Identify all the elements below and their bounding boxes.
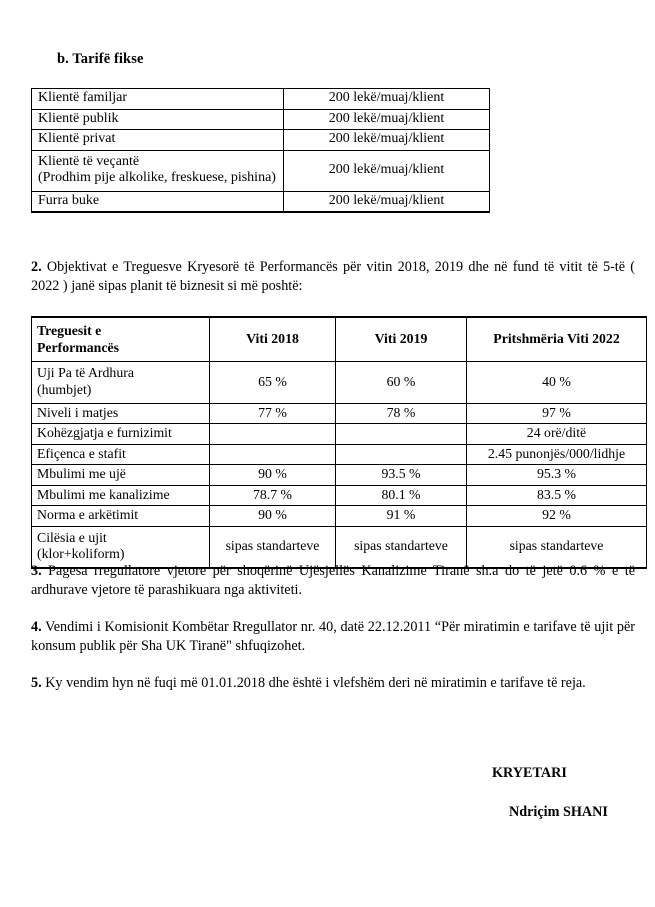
table-row	[32, 191, 490, 212]
paragraph-4-text: Vendimi i Komisionit Kombëtar Rregullator nr. 40, datë 22.12.2011 “Për miratimin e tarifave të ujit për konsum publik për Sha UK Tiranë" shfuqizohet.	[31, 619, 635, 655]
kpi-label-cell: Mbulimi me kanalizime	[32, 485, 210, 506]
kpi-label-cell	[32, 362, 210, 403]
kpi-value-2022: 95.3 %	[467, 465, 647, 486]
table-row	[32, 465, 647, 486]
paragraph-4	[31, 618, 635, 657]
paragraph-5-text: Ky vendim hyn në fuqi më 01.01.2018 dhe është i vlefshëm deri në miratimin e tarifave të reja.	[41, 675, 586, 691]
kpi-label-line-2: (humbjet)	[37, 382, 92, 398]
paragraph-4-number: 4.	[31, 619, 42, 635]
kpi-value-2018: 78.7 %	[210, 485, 336, 506]
kpi-value-2022: 92 %	[467, 506, 647, 527]
tariff-value-cell: 200 lekë/muaj/klient	[284, 130, 490, 151]
kpi-label-cell: Efiçenca e stafit	[32, 444, 210, 465]
paragraph-3-text: Pagesa rregullatore vjetore për shoqërinë Ujësjellës Kanalizime Tiranë sh.a do të jetë 0.6 % e të ardhurave vjetore të parashikuara nga aktiviteti.	[31, 563, 635, 599]
kpi-value-2019	[336, 444, 467, 465]
kpi-value-2018: 65 %	[210, 362, 336, 403]
paragraph-5	[31, 674, 635, 693]
kpi-value-2022: 40 %	[467, 362, 647, 403]
tariff-label-cell: Klientë publik	[32, 109, 284, 130]
table-row	[32, 444, 647, 465]
tariff-label-cell	[32, 150, 284, 191]
kpi-label-line-1: Cilësia e ujit	[37, 529, 107, 545]
kpi-value-2018: 90 %	[210, 506, 336, 527]
kpi-label-cell: Niveli i matjes	[32, 403, 210, 424]
table-row	[32, 362, 647, 403]
kpi-value-2019: sipas standarteve	[336, 526, 467, 568]
paragraph-2	[31, 258, 635, 297]
kpi-table-head	[32, 317, 647, 362]
kpi-value-2022: 2.45 punonjës/000/lidhje	[467, 444, 647, 465]
kpi-label-cell: Kohëzgjatja e furnizimit	[32, 424, 210, 445]
table-row	[32, 89, 490, 110]
kpi-value-2022: 24 orë/ditë	[467, 424, 647, 445]
tariff-value-cell: 200 lekë/muaj/klient	[284, 150, 490, 191]
kpi-label-line-2: (klor+koliform)	[37, 546, 125, 562]
tariff-value-cell: 200 lekë/muaj/klient	[284, 109, 490, 130]
paragraph-2-text: Objektivat e Treguesve Kryesorë të Performancës për vitin 2018, 2019 dhe në fund të vitit të 5-të ( 2022 ) janë sipas planit të biznesit si më poshtë:	[31, 259, 635, 295]
kpi-value-2019: 91 %	[336, 506, 467, 527]
kpi-label-line-1: Uji Pa të Ardhura	[37, 365, 134, 381]
tariff-label-line-2: (Prodhim pije alkolike, freskuese, pishina)	[38, 170, 276, 186]
kpi-value-2019: 93.5 %	[336, 465, 467, 486]
signature-name: Ndriçim SHANI	[509, 804, 608, 820]
table-row	[32, 506, 647, 527]
table-header-row	[32, 317, 647, 362]
kpi-value-2019: 80.1 %	[336, 485, 467, 506]
kpi-label-cell: Norma e arkëtimit	[32, 506, 210, 527]
kpi-header-2019: Viti 2019	[336, 317, 467, 362]
kpi-value-2022: sipas standarteve	[467, 526, 647, 568]
kpi-header-2018: Viti 2018	[210, 317, 336, 362]
kpi-objectives-table	[31, 316, 647, 569]
fixed-tariff-table	[31, 88, 490, 213]
kpi-value-2018	[210, 444, 336, 465]
tariff-value-cell: 200 lekë/muaj/klient	[284, 89, 490, 110]
kpi-value-2022: 83.5 %	[467, 485, 647, 506]
kpi-header-indicator	[32, 317, 210, 362]
kpi-value-2019	[336, 424, 467, 445]
tariff-label-line-1: Klientë të veçantë	[38, 153, 140, 169]
table-row	[32, 130, 490, 151]
kpi-value-2018	[210, 424, 336, 445]
table-row	[32, 109, 490, 130]
kpi-table-body	[32, 362, 647, 568]
table-row	[32, 403, 647, 424]
kpi-value-2019: 78 %	[336, 403, 467, 424]
paragraph-5-number: 5.	[31, 675, 42, 691]
kpi-header-indicator-line-2: Performancës	[37, 340, 119, 356]
tariff-label-cell: Klientë familjar	[32, 89, 284, 110]
paragraph-3-number: 3.	[31, 563, 42, 579]
kpi-value-2019: 60 %	[336, 362, 467, 403]
table-row	[32, 485, 647, 506]
kpi-header-indicator-line-1: Treguesit e	[37, 323, 102, 338]
kpi-value-2022: 97 %	[467, 403, 647, 424]
signature-title: KRYETARI	[492, 765, 567, 781]
kpi-value-2018: 90 %	[210, 465, 336, 486]
table-row	[32, 424, 647, 445]
kpi-header-2022: Pritshmëria Viti 2022	[467, 317, 647, 362]
paragraph-2-number: 2.	[31, 259, 42, 275]
kpi-value-2018: sipas standarteve	[210, 526, 336, 568]
tariff-value-cell: 200 lekë/muaj/klient	[284, 191, 490, 212]
table-row	[32, 150, 490, 191]
tariff-label-cell: Klientë privat	[32, 130, 284, 151]
kpi-value-2018: 77 %	[210, 403, 336, 424]
section-heading: b. Tarifë fikse	[57, 51, 144, 67]
tariff-label-cell: Furra buke	[32, 191, 284, 212]
fixed-tariff-table-body	[32, 89, 490, 213]
paragraph-3	[31, 562, 635, 601]
kpi-label-cell: Mbulimi me ujë	[32, 465, 210, 486]
